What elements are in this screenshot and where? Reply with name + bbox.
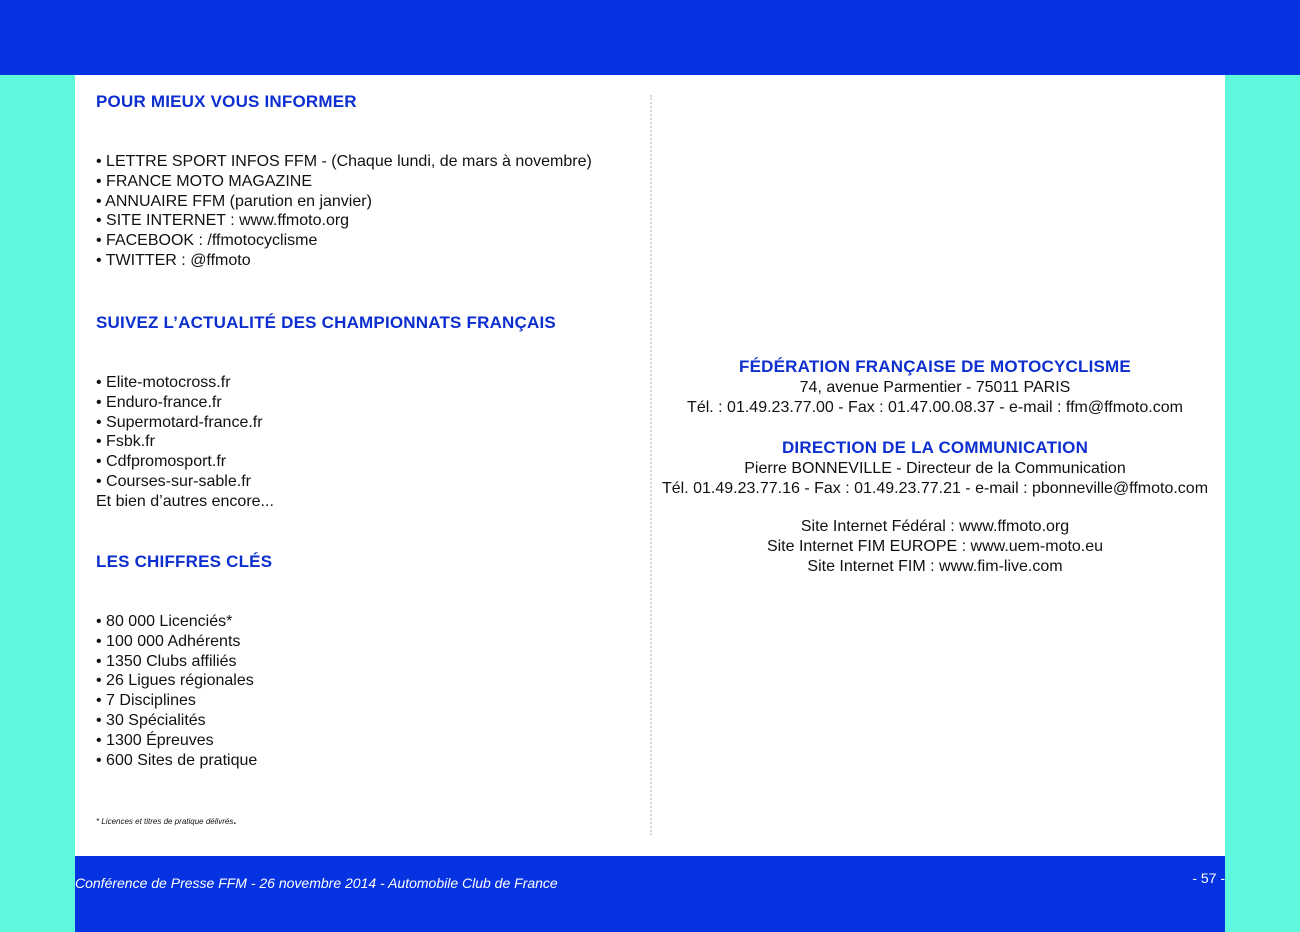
document-page bbox=[75, 75, 1225, 856]
list-item: • LETTRE SPORT INFOS FFM - (Chaque lundi, de mars à novembre) bbox=[96, 153, 592, 170]
list-item: • FRANCE MOTO MAGAZINE bbox=[96, 172, 312, 190]
list-item: • 26 Ligues régionales bbox=[96, 672, 254, 690]
info-list bbox=[96, 152, 592, 271]
top-band bbox=[0, 0, 1300, 75]
list-item: • Courses-sur-sable.fr bbox=[96, 472, 251, 490]
heading-chiffres-cles: LES CHIFFRES CLÉS bbox=[96, 552, 273, 571]
list-item: • TWITTER : @ffmoto bbox=[96, 251, 251, 269]
heading-championnats: SUIVEZ L’ACTUALITÉ DES CHAMPIONNATS FRANÇAIS bbox=[96, 313, 556, 332]
federation-block bbox=[660, 356, 1210, 418]
federation-address: 74, avenue Parmentier - 75011 PARIS bbox=[799, 379, 1071, 396]
list-item: • 600 Sites de pratique bbox=[96, 751, 258, 769]
list-item: • FACEBOOK : /ffmotocyclisme bbox=[96, 232, 318, 250]
footnote bbox=[96, 816, 236, 827]
list-item: • 1350 Clubs affiliés bbox=[96, 652, 237, 670]
communication-title: DIRECTION DE LA COMMUNICATION bbox=[781, 438, 1089, 457]
websites-block bbox=[660, 517, 1210, 577]
list-item: Et bien d’autres encore... bbox=[96, 492, 274, 510]
list-item: • Fsbk.fr bbox=[96, 433, 155, 451]
website-line: Site Internet FIM EUROPE : www.uem-moto.eu bbox=[766, 538, 1104, 555]
list-item: • Cdfpromosport.fr bbox=[96, 453, 227, 471]
footer-text: Conférence de Presse FFM - 26 novembre 2014 - Automobile Club de France bbox=[75, 875, 558, 891]
list-item: • 1300 Épreuves bbox=[96, 731, 214, 749]
list-item: • ANNUAIRE FFM (parution en janvier) bbox=[96, 192, 372, 210]
communication-contact: Tél. 01.49.23.77.16 - Fax : 01.49.23.77.21 - e-mail : pbonneville@ffmoto.com bbox=[661, 480, 1209, 497]
communication-person: Pierre BONNEVILLE - Directeur de la Communication bbox=[744, 460, 1126, 477]
footer-band bbox=[75, 856, 1225, 932]
communication-block bbox=[660, 437, 1210, 499]
page-number: - 57 - bbox=[1192, 870, 1225, 886]
championship-list bbox=[96, 373, 274, 512]
heading-pour-mieux-vous-informer: POUR MIEUX VOUS INFORMER bbox=[96, 92, 357, 111]
website-line: Site Internet Fédéral : www.ffmoto.org bbox=[800, 518, 1070, 535]
footnote-text: * Licences et titres de pratique délivrés bbox=[96, 817, 234, 826]
list-item: • Supermotard-france.fr bbox=[96, 413, 263, 431]
list-item: • SITE INTERNET : www.ffmoto.org bbox=[96, 212, 350, 230]
list-item: • 7 Disciplines bbox=[96, 692, 196, 710]
list-item: • 80 000 Licenciés* bbox=[96, 613, 233, 630]
list-item: • 100 000 Adhérents bbox=[96, 632, 241, 650]
list-item: • 30 Spécialités bbox=[96, 711, 206, 729]
list-item: • Elite-motocross.fr bbox=[96, 374, 231, 391]
footnote-period: . bbox=[233, 816, 237, 827]
list-item: • Enduro-france.fr bbox=[96, 393, 222, 411]
website-line: Site Internet FIM : www.fim-live.com bbox=[807, 558, 1063, 575]
key-figures-list bbox=[96, 612, 257, 770]
federation-contact: Tél. : 01.49.23.77.00 - Fax : 01.47.00.08.37 - e-mail : ffm@ffmoto.com bbox=[687, 399, 1183, 416]
federation-title: FÉDÉRATION FRANÇAISE DE MOTOCYCLISME bbox=[739, 357, 1131, 376]
column-divider bbox=[650, 95, 652, 835]
